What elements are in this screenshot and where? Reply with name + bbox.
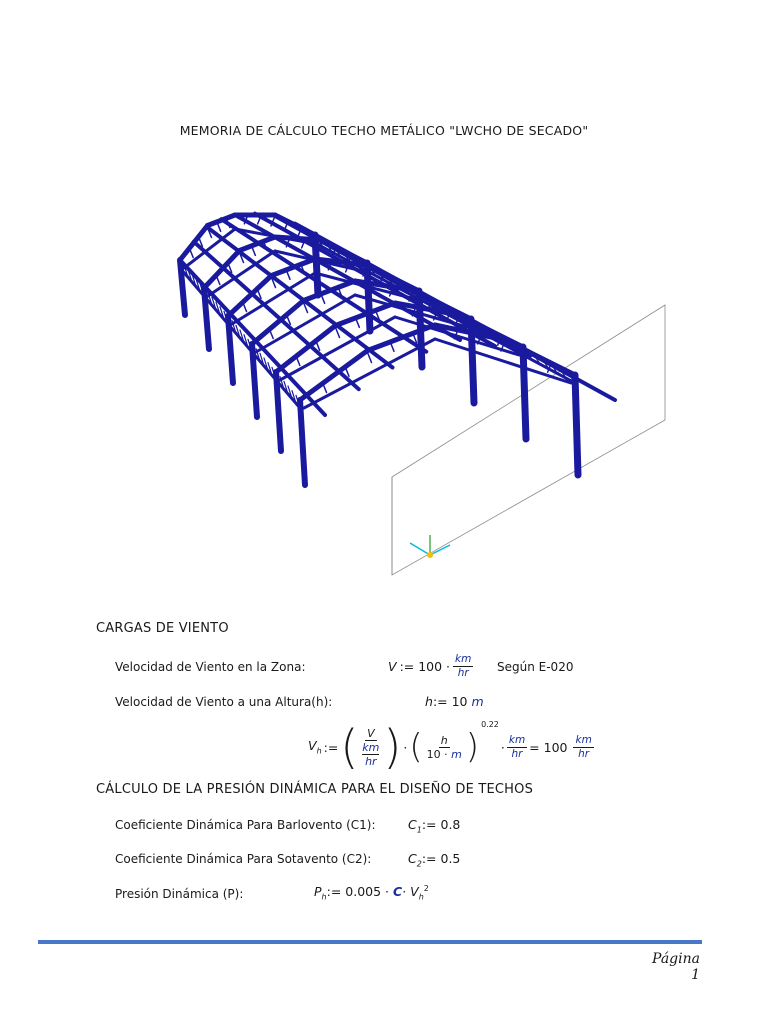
vh-equation: $V_h$ := ( V km hr ) · ( $\frac{h}{10 \cdot m}$ ) 0.22 · $\frac{km}{hr}$ = 100 $\frac{km}{hr}$ <box>308 720 592 774</box>
dynamic-pressure-equation: $P_h:= 0.005 \cdot C\cdot V_h^2$ <box>314 884 429 902</box>
page-number: Página 1 <box>652 951 700 983</box>
dynamic-pressure-label: Presión Dinámica (P): <box>115 887 244 901</box>
code-reference-note: Según E-020 <box>497 660 574 674</box>
wind-speed-zone-equation: V := 100 · $\frac{km}{hr}$ <box>388 653 472 679</box>
coef-c2-equation: $C_2:= 0.5$ <box>408 851 461 869</box>
column <box>300 400 305 485</box>
roof-frame <box>180 214 615 485</box>
truss-web <box>368 353 372 363</box>
v-over-kmhr: V km hr <box>362 726 380 768</box>
footer-rule <box>38 940 702 944</box>
coef-c2-label: Coeficiente Dinámica Para Sotavento (C2): <box>115 852 372 866</box>
document-title: MEMORIA DE CÁLCULO TECHO METÁLICO "LWCHO DE SECADO" <box>179 123 589 138</box>
column <box>575 375 578 475</box>
height-equation: h:= 10 m <box>425 694 484 709</box>
coef-c1-equation: $C_1:= 0.8$ <box>408 817 461 835</box>
truss-chord <box>228 276 272 317</box>
wind-speed-zone-label: Velocidad de Viento en la Zona: <box>115 660 306 674</box>
section-heading-pressure: CÁLCULO DE LA PRESIÓN DINÁMICA PARA EL DISEÑO DE TECHOS <box>96 782 534 797</box>
h-over-10m: $\frac{h}{10 \cdot m}$ <box>426 733 462 761</box>
coef-c1-label: Coeficiente Dinámica Para Barlovento (C1): <box>115 818 376 832</box>
steel-roof-model-figure <box>140 205 670 580</box>
unit-km-per-hr: $\frac{km}{hr}$ <box>455 653 472 679</box>
wind-speed-height-label: Velocidad de Viento a una Altura(h): <box>115 695 333 709</box>
axis-symbol <box>410 535 450 558</box>
section-heading-wind: CARGAS DE VIENTO <box>96 621 229 636</box>
